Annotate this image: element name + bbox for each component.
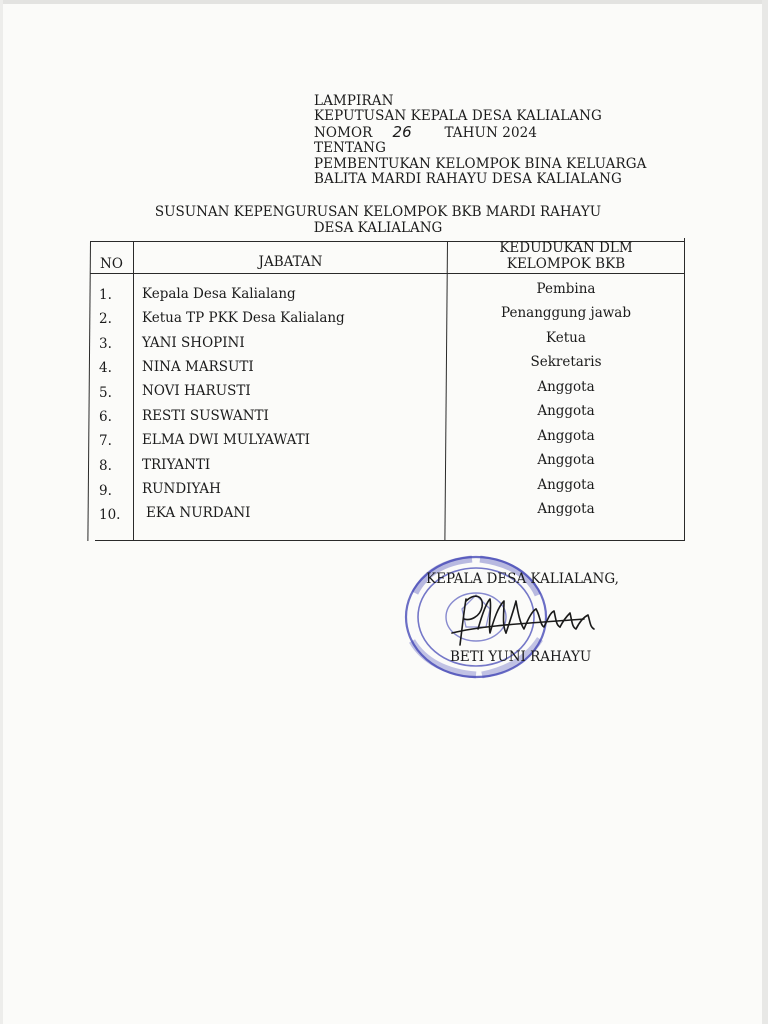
subject-line-1: PEMBENTUKAN KELOMPOK BINA KELUARGA: [314, 155, 647, 172]
signatory-name: BETI YUNI RAHAYU: [450, 649, 592, 665]
table-border-right: [684, 238, 685, 541]
tentang-label: TENTANG: [314, 140, 386, 157]
subject-line-2: BALITA MARDI RAHAYU DESA KALIALANG: [314, 171, 622, 188]
row-kedudukan: Pembina: [536, 281, 596, 297]
row-kedudukan: Anggota: [537, 477, 595, 493]
scan-edge-top: [0, 0, 768, 4]
row-number: 4.: [99, 360, 112, 376]
tahun-label: TAHUN 2024: [444, 124, 538, 141]
table-header-divider: [90, 273, 684, 274]
nomor-label: NOMOR: [314, 124, 373, 141]
row-jabatan: EKA NURDANI: [146, 505, 251, 521]
row-jabatan: Kepala Desa Kalialang: [142, 286, 296, 302]
table-divider-jabatan: [444, 241, 448, 541]
committee-table: [88, 237, 686, 547]
lampiran-label: LAMPIRAN: [314, 93, 394, 109]
signatory-title: KEPALA DESA KALIALANG,: [426, 571, 619, 587]
row-number: 1.: [99, 287, 112, 303]
row-jabatan: TRIYANTI: [142, 457, 211, 473]
table-divider-no: [133, 241, 134, 541]
row-jabatan: RESTI SUSWANTI: [142, 408, 269, 424]
document-title: [130, 205, 626, 236]
nomor-line: [314, 122, 714, 141]
attachment-header: [314, 94, 714, 187]
header-kedudukan-2: KELOMPOK BKB: [506, 256, 626, 272]
scan-edge-left: [0, 0, 3, 1024]
scan-edge-right: [762, 0, 768, 1024]
handwritten-signature-icon: [444, 589, 604, 653]
row-number: 8.: [99, 458, 112, 474]
nomor-handwritten-value: 26: [392, 122, 412, 141]
row-number: 6.: [99, 409, 112, 425]
row-kedudukan: Penanggung jawab: [501, 305, 631, 321]
row-kedudukan: Anggota: [537, 428, 595, 444]
row-kedudukan: Anggota: [537, 379, 595, 395]
row-kedudukan: Anggota: [537, 403, 595, 419]
keputusan-line: KEPUTUSAN KEPALA DESA KALIALANG: [314, 108, 602, 125]
row-kedudukan: Anggota: [537, 501, 595, 517]
table-border-bottom: [95, 540, 685, 541]
row-number: 2.: [99, 311, 112, 327]
row-jabatan: YANI SHOPINI: [142, 335, 245, 351]
row-kedudukan: Anggota: [537, 452, 595, 468]
table-border-left: [87, 241, 91, 541]
signature-block: [400, 553, 660, 693]
row-jabatan: NINA MARSUTI: [142, 359, 254, 375]
title-line-2: DESA KALIALANG: [313, 219, 443, 236]
row-jabatan: ELMA DWI MULYAWATI: [142, 432, 310, 448]
header-jabatan: JABATAN: [258, 254, 323, 270]
row-kedudukan: Ketua: [546, 330, 586, 346]
header-kedudukan-1: KEDUDUKAN DLM: [499, 240, 633, 256]
row-number: 7.: [99, 433, 112, 449]
row-jabatan: RUNDIYAH: [142, 481, 221, 497]
row-number: 5.: [99, 385, 112, 401]
row-number: 10.: [99, 507, 121, 523]
title-line-1: SUSUNAN KEPENGURUSAN KELOMPOK BKB MARDI RAHAYU: [154, 204, 602, 220]
row-jabatan: Ketua TP PKK Desa Kalialang: [142, 310, 345, 326]
header-no: NO: [100, 256, 123, 272]
row-number: 9.: [99, 483, 112, 499]
row-number: 3.: [99, 336, 112, 352]
row-kedudukan: Sekretaris: [530, 354, 602, 370]
row-jabatan: NOVI HARUSTI: [142, 383, 251, 399]
